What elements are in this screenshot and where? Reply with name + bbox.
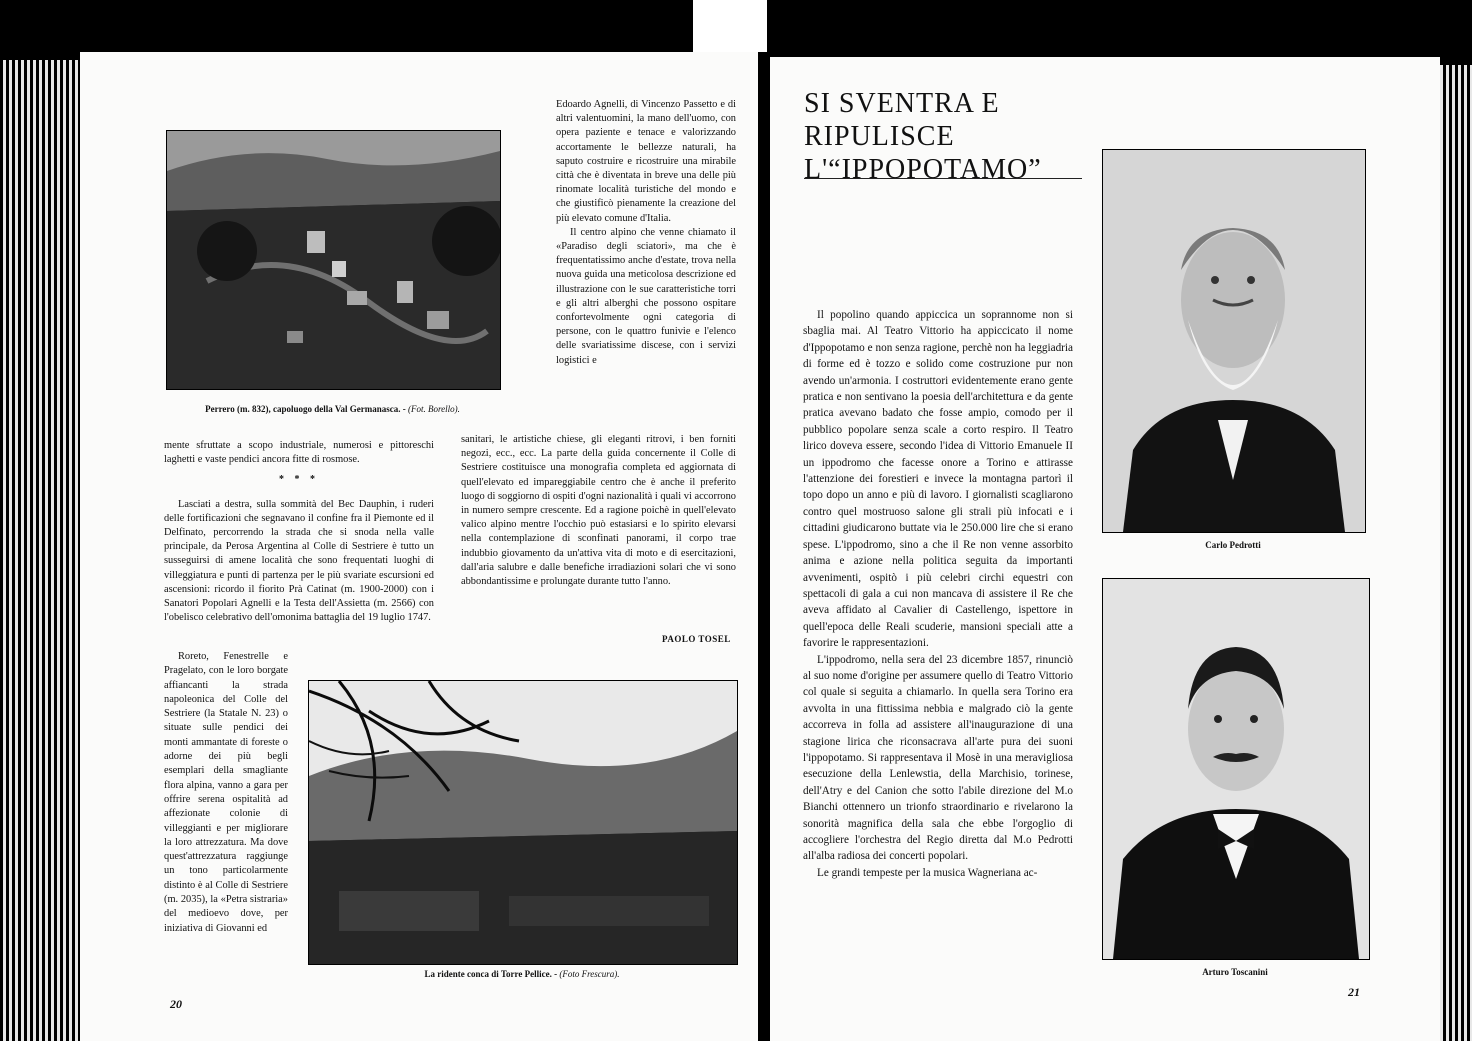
column-b-lower <box>461 433 736 589</box>
column-a-paragraph-2: Roreto, Fenestrelle e Pragelato, con le loro borgate affiancanti la strada napoleonica del Colle del Sestriere (la Statale N. 23) o situate sulle pendici dei monti ammantate di foreste o adorne dei più begli esemplari della smagliante flora alpina, vanno a gara per offrire serena ospitalità ad affezionate colonie di villeggianti e per migliorare la loro attrezzatura. Ma dove quest'attrezzatura raggiunge un tono particolarmente distinto è al Colle di Sestriere (m. 2035), la «Petra sistraria» del medioevo dove, per iniziativa di Giovanni ed <box>164 651 288 934</box>
article-body <box>803 307 1073 881</box>
portrait-pedrotti-image <box>1103 150 1365 532</box>
column-b <box>556 98 736 368</box>
photo-perrero-image <box>167 131 500 389</box>
title-rule <box>804 178 1082 179</box>
column-a-narrow <box>164 650 288 936</box>
column-a <box>164 439 434 625</box>
article-title-line-1: SI SVENTRA E RIPULISCE <box>804 88 1000 152</box>
page-number-left: 20 <box>170 997 182 1011</box>
portrait-carlo-pedrotti <box>1102 149 1366 533</box>
portrait-arturo-toscanini <box>1102 578 1370 960</box>
photo-torre-pellice-caption: La ridente conca di Torre Pellice. - (Foto Frescura). <box>424 969 620 979</box>
portrait-toscanini-image <box>1103 579 1369 959</box>
article-paragraph-1: Il popolino quando appiccica un soprannome non si sbaglia mai. Al Teatro Vittorio ha appiccicato il nome d'Ippopotamo e non senza ragione, perchè non ha leggiadria di forme ed è tozzo e solido come costruzione pur non avendo un'armonia. I costruttori evidentemente erano gente pratica e non sentivano la poesia dell'architettura e da gente pratica avevano badato che fosse ampio, comodo per il pubblico popolare senza scale a corto respiro. Il Teatro lirico doveva essere, secondo l'idea di Vittorio Emanuele II un ippodromo che facesse onore a Torino e attirasse l'attenzione dei forestieri e invece la montagna partorì il topo dopo un anno e più di lavoro. I giornalisti scagliarono contro quel mostruoso salone gli strali più infocati e i cittadini giudicarono buttate via le 250.000 lire che si erano spese. L'ippodromo, sino a che il Re non venne assorbito anima e azione nella politica seguita da importanti avvenimenti, ospitò i più celebri circhi equestri con spettacoli di gala a cui non mancava di assistere il Re che aveva affidato al Cavalier di Castellengo, ispettore in quell'epoca delle Reali scuderie, mansioni speciali atte a favorire le rappresentazioni. <box>803 309 1073 650</box>
photo-torre-pellice-image <box>309 681 737 964</box>
column-b-paragraph-3: sanitari, le artistiche chiese, gli eleganti ritrovi, i ben forniti negozi, ecc., ecc. La parte della guida concernente il Colle di Sestriere costituisce una monografia completa ed aggiornata di quell'elevato ed impareggiabile centro che è anche il preferito luogo di soggiorno di ospiti d'ogni nazionalità i quali vi accorrono in numero sempre crescente. Ed a ragione poichè in quell'elevato valico alpino mentre l'occhio può estasiarsi e lo spirito elevarsi nella contemplazione di sconfinati panorami, il corpo trae indubbio giovamento da un'attiva vita di moto e di esercitazioni, dall'aria salubre e dalle benefiche irradiazioni solari che vi sono abbondantissime e prolungate durante tutto l'anno. <box>461 434 736 588</box>
column-a-continuation: mente sfruttate a scopo industriale, numerosi e pittoreschi laghetti e vaste pendici ancora fitte di rosmose. <box>164 440 434 466</box>
page-edges-right <box>1440 65 1472 1041</box>
left-page <box>80 52 758 1041</box>
author-signature: PAOLO TOSEL <box>662 634 731 644</box>
column-a-paragraph-1: Lasciati a destra, sulla sommità del Bec Dauphin, i ruderi delle fortificazioni che segnavano il confine fra il Piemonte ed il Delfinato, percorrendo la strada che si snoda nella valle principale, da Perosa Argentina al Colle di Sestriere è tutto un susseguirsi di amene località che sono frequentati luoghi di villeggiatura e punti di partenza per le più svariate escursioni ed ascensioni: ricordo il fiorito Prà Catinat (m. 1900-2000) con i Sanatori Popolari Agnelli e la Testa dell'Assietta (m. 2566) con l'obelisco celebrativo dell'omonima battaglia del 19 luglio 1747. <box>164 498 434 624</box>
portrait-pedrotti-caption: Carlo Pedrotti <box>1205 540 1261 550</box>
article-title-line-2: L'“IPPOPOTAMO” <box>804 154 1042 185</box>
photo-perrero-caption: Perrero (m. 832), capoluogo della Val Germanasca. - (Fot. Borello). <box>205 404 460 414</box>
page-number-right: 21 <box>1348 985 1360 999</box>
book-gutter <box>758 52 770 1041</box>
article-title <box>804 87 1144 186</box>
column-b-paragraph-1: Edoardo Agnelli, di Vincenzo Passetto e di altri valentuomini, la mano dell'uomo, con opera paziente e tenace e valorizzando accortamente le bellezze naturali, ha saputo costruire e ricostruire una mirabile città che è diventata in breve una delle più rinomate località turistiche del mondo e che giustificò pienamente la creazione del più elevato comune d'Italia. <box>556 99 736 224</box>
article-paragraph-3: Le grandi tempeste per la musica Wagneriana ac- <box>817 866 1038 879</box>
scan-background <box>693 0 767 52</box>
column-b-paragraph-2: Il centro alpino che venne chiamato il «Paradiso degli sciatori», ma che è frequentatissimo anche d'estate, trova nella nuova guida una meticolosa descrizione ed illustrazione con le sue caratteristiche torri e gli altri alberghi che possono ospitare confortevolmente ogni categoria di persone, con le quattro funivie e l'elenco delle svariatissime discese, con i servizi logistici e <box>556 226 736 366</box>
section-separator: * * * <box>279 474 319 486</box>
article-paragraph-2: L'ippodromo, nella sera del 23 dicembre 1857, rinunciò al suo nome d'origine per assumere quello di Teatro Vittorio col quale si seguita a chiamarlo. In quella sera Torino era avvolta in una fittissima nebbia e malgrado ciò la gente accorreva in folla ad assistere all'inaugurazione di una stagione lirica che riconsacrava all'arte pura dei suoni l'ippopotamo. Si rappresentava il Mosè in una meravigliosa esecuzione della Lenlewstia, della Marchisio, torinese, dell'Atry e del Canion che sotto l'abile direzione del M.o Bianchi ottennero un trionfo straordinario e rivelarono la sonorità magnifica della sala che ebbe l'orgoglio di accogliere l'orchestra del Regio diretta dal M.o Pedrotti all'alba radiosa dei concerti popolari. <box>803 653 1073 863</box>
photo-torre-pellice <box>308 680 738 965</box>
photo-perrero <box>166 130 501 390</box>
right-page <box>770 57 1440 1041</box>
page-edges-left <box>0 60 80 1041</box>
portrait-toscanini-caption: Arturo Toscanini <box>1202 967 1268 977</box>
